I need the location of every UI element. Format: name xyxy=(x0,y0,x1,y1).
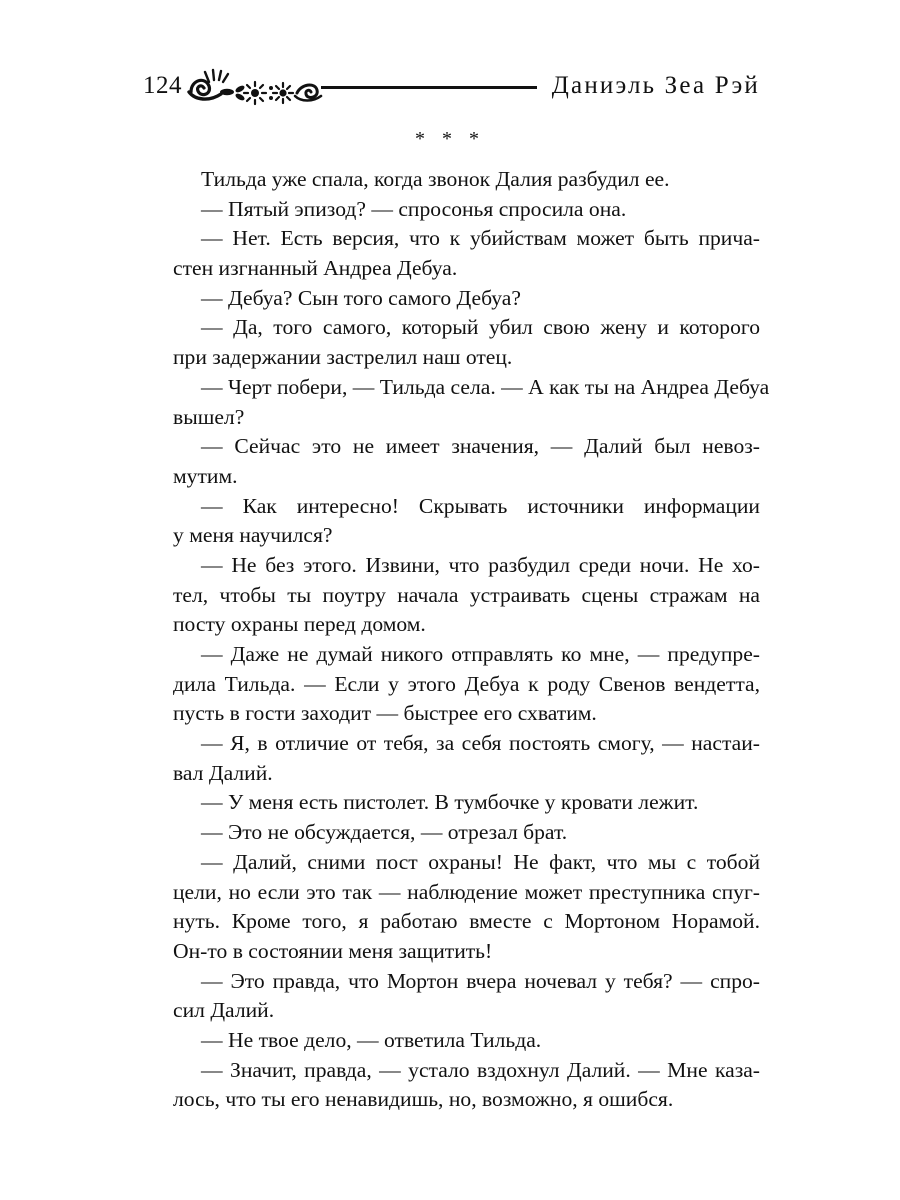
running-head xyxy=(143,66,760,110)
text-line: Он-то в состоянии меня защитить! xyxy=(173,938,493,963)
header-rule xyxy=(321,86,537,89)
page-number: 124 xyxy=(143,72,182,99)
text-body xyxy=(173,165,770,1115)
text-line: — Сейчас это не имеет значения, — Далий был невоз- xyxy=(201,434,760,459)
text-line: — Нет. Есть версия, что к убийствам может быть прича- xyxy=(201,226,760,251)
text-line: — Не твое дело, — ответила Тильда. xyxy=(201,1027,542,1052)
text-line: при задержании застрелил наш отец. xyxy=(173,345,513,370)
text-line: дила Тильда. — Если у этого Дебуа к роду Свенов вендетта, xyxy=(173,671,760,696)
flourish-ornament-icon xyxy=(187,66,323,110)
text-line: — Я, в отличие от тебя, за себя постоять смогу, — настаи- xyxy=(201,731,760,756)
text-line: нуть. Кроме того, я работаю вместе с Мортоном Норамой. xyxy=(173,909,760,934)
section-separator: * * * xyxy=(415,128,485,150)
text-line: пусть в гости заходит — быстрее его схватим. xyxy=(173,701,597,726)
text-line: — Даже не думай никого отправлять ко мне, — предупре- xyxy=(201,642,760,666)
text-line: сил Далий. xyxy=(173,998,275,1023)
text-line: мутим. xyxy=(173,463,238,488)
text-line: тел, чтобы ты поутру начала устраивать сцены стражам на xyxy=(173,582,760,607)
text-line: — Дебуа? Сын того самого Дебуа? xyxy=(201,285,521,310)
text-line: вал Далий. xyxy=(173,760,273,785)
text-line: — Это не обсуждается, — отрезал брат. xyxy=(201,820,568,845)
text-line: — Как интересно! Скрывать источники информации xyxy=(201,493,760,518)
text-line: — Черт побери, — Тильда села. — А как ты на Андреа Дебуа xyxy=(201,374,770,399)
text-line: — Это правда, что Мортон вчера ночевал у тебя? — спро- xyxy=(201,968,760,993)
text-line: — Не без этого. Извини, что разбудил среди ночи. Не хо- xyxy=(201,552,760,577)
text-line: — У меня есть пистолет. В тумбочке у кровати лежит. xyxy=(201,790,699,815)
text-line: стен изгнанный Андреа Дебуа. xyxy=(173,256,458,281)
book-author: Даниэль Зеа Рэй xyxy=(551,72,760,99)
text-line: — Далий, сними пост охраны! Не факт, что мы с тобой xyxy=(201,849,760,874)
text-line: — Значит, правда, — устало вздохнул Далий. — Мне каза- xyxy=(201,1057,760,1082)
text-line: лось, что ты его ненавидишь, но, возможно, я ошибся. xyxy=(173,1087,674,1112)
text-line: — Пятый эпизод? — спросонья спросила она. xyxy=(201,196,627,221)
text-line: у меня научился? xyxy=(173,523,333,548)
text-line: вышел? xyxy=(173,404,245,429)
text-line: — Да, того самого, который убил свою жену и которого xyxy=(201,315,760,340)
text-line: цели, но если это так — наблюдение может преступника спуг- xyxy=(173,879,760,904)
text-line: посту охраны перед домом. xyxy=(173,612,426,637)
text-line: Тильда уже спала, когда звонок Далия разбудил ее. xyxy=(201,167,670,191)
